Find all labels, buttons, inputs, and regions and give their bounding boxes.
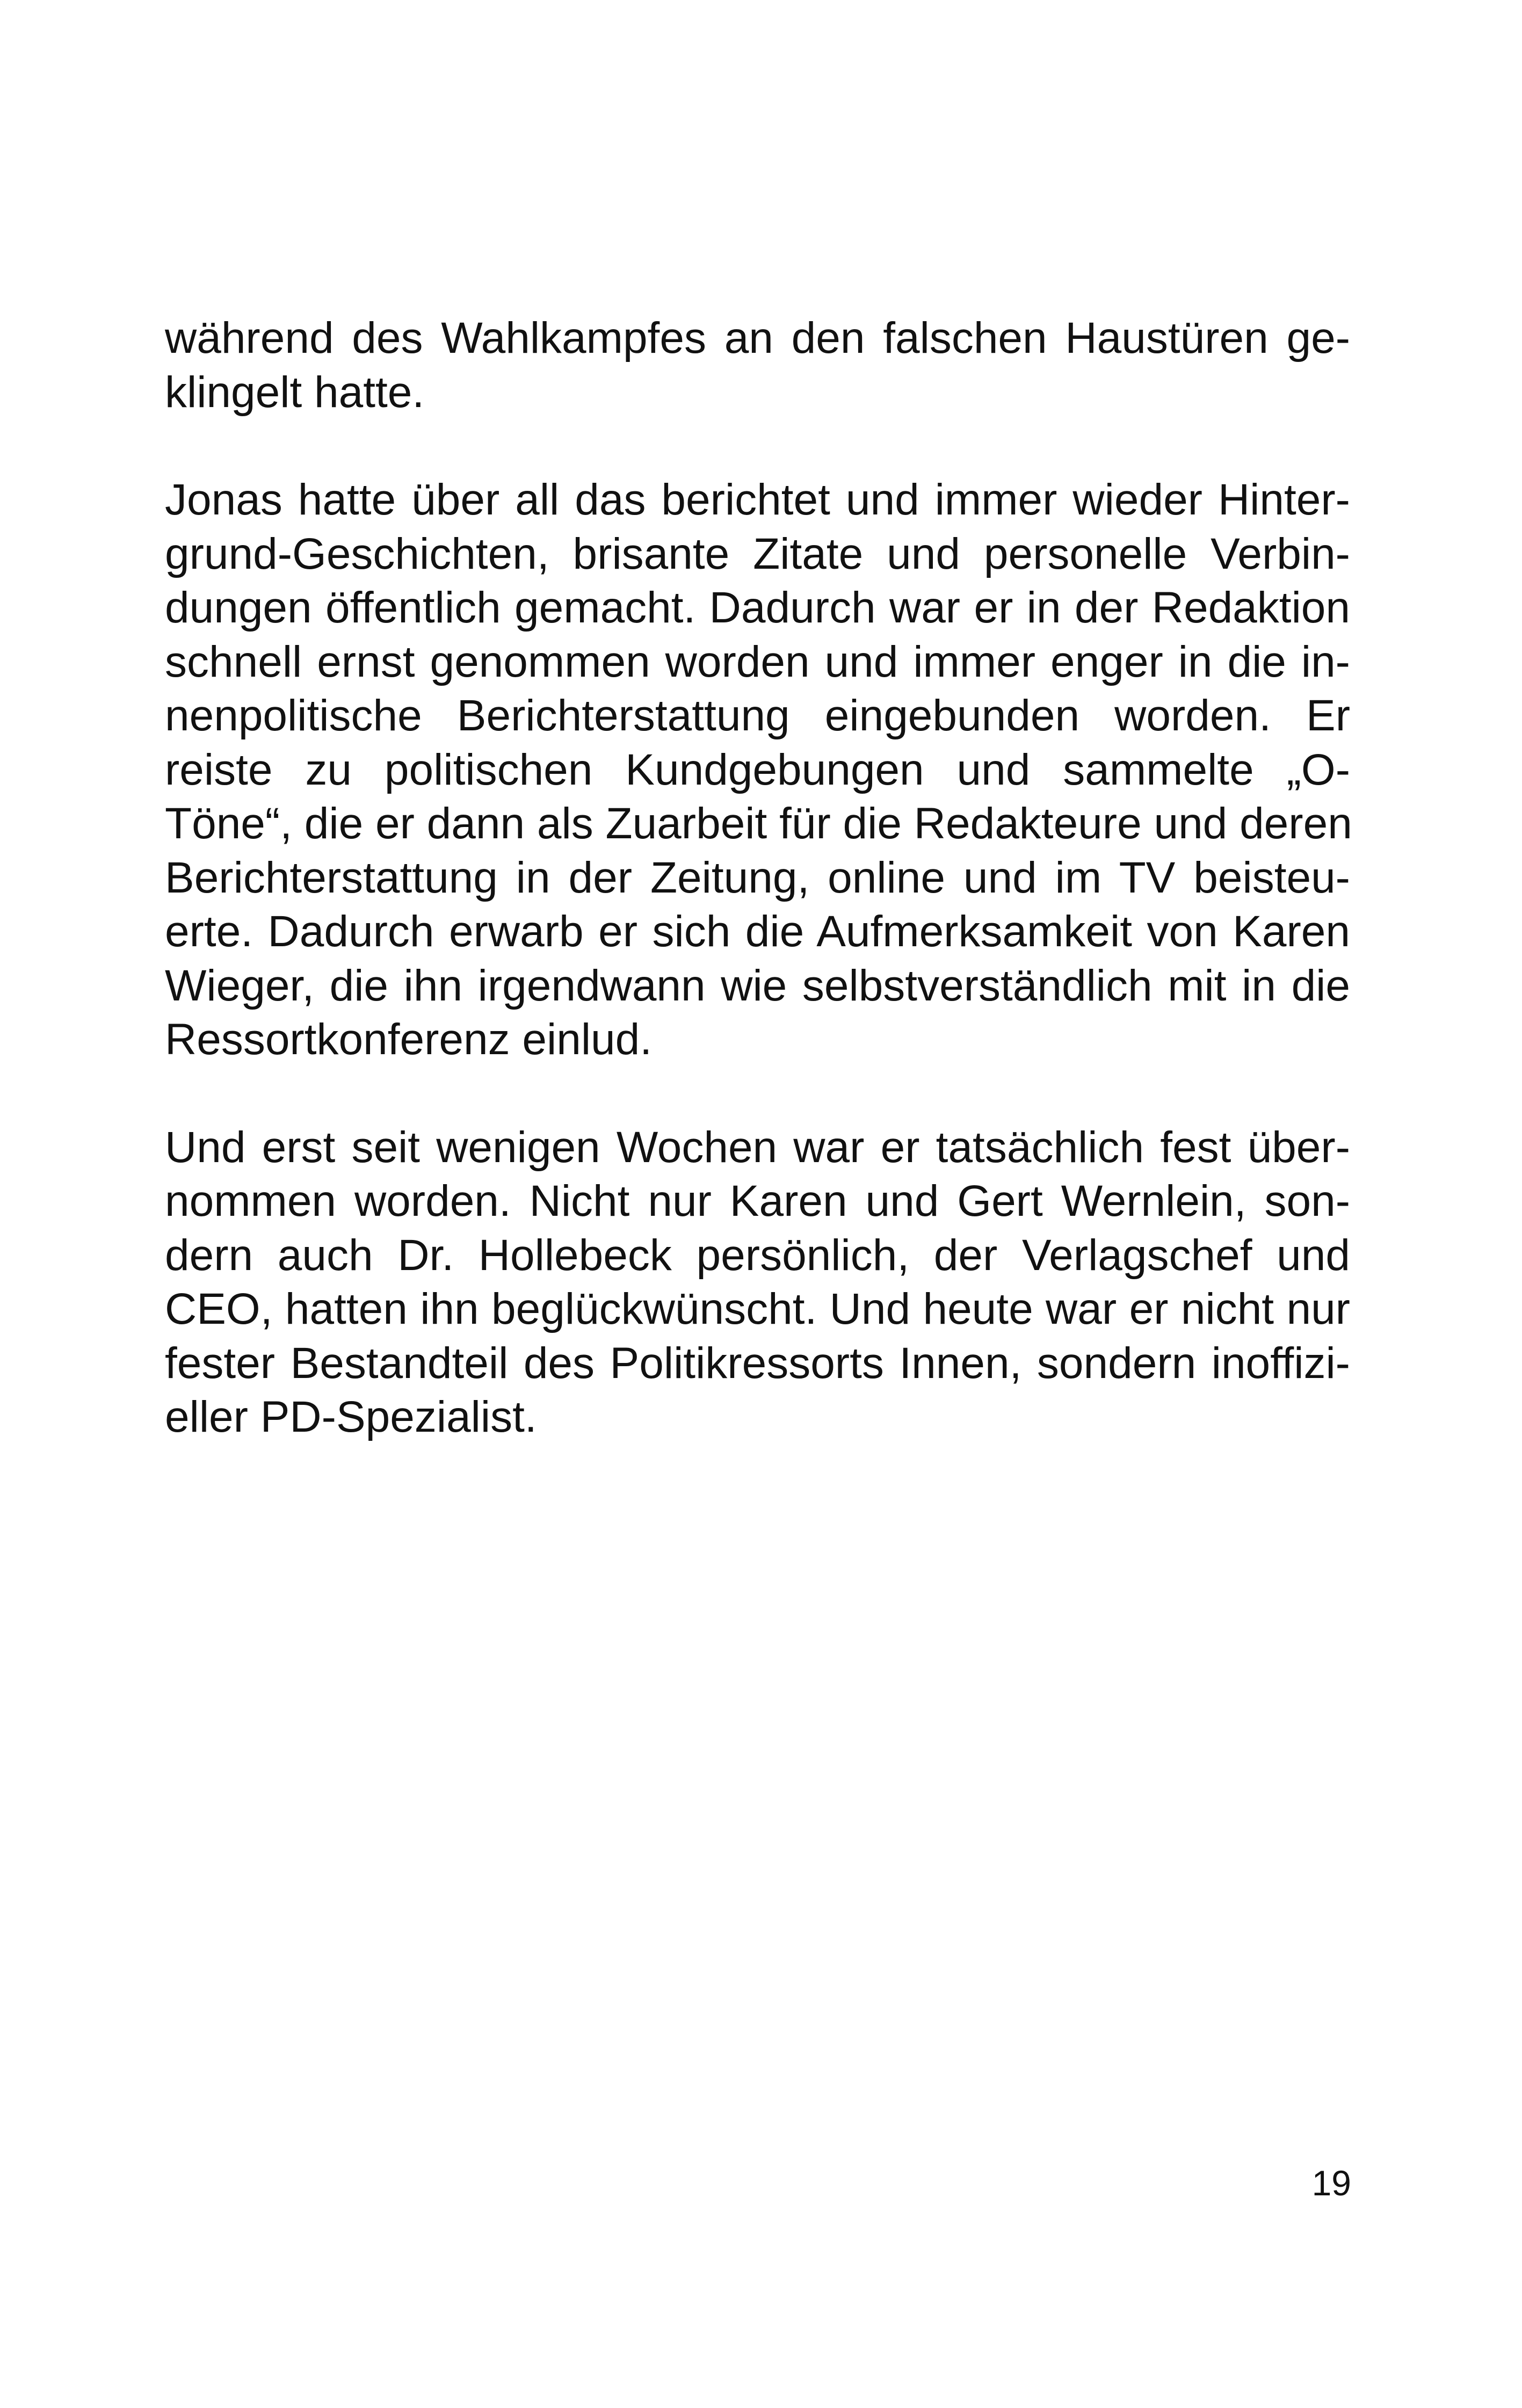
paragraph xyxy=(165,473,1350,1067)
text-line: während des Wahlkampfes an den falschen Haustüren ge- xyxy=(165,314,1350,362)
paragraph xyxy=(165,1121,1350,1445)
text-line: fester Bestandteil des Politikressorts Innen, sondern inoffizi- xyxy=(165,1338,1350,1388)
text-line: Töne“, die er dann als Zuarbeit für die Redakteure und deren xyxy=(165,799,1352,848)
text-line: nenpolitische Berichterstattung eingebunden worden. Er xyxy=(165,691,1350,740)
paragraph-gap xyxy=(165,1067,1350,1121)
text-line: schnell ernst genommen worden und immer enger in die in- xyxy=(165,637,1350,686)
page-number: 19 xyxy=(1311,2163,1351,2203)
text-line: Jonas hatte über all das berichtet und immer wieder Hinter- xyxy=(165,475,1350,524)
text-line: nommen worden. Nicht nur Karen und Gert Wernlein, son- xyxy=(165,1177,1350,1225)
text-line: Ressortkonferenz einlud. xyxy=(165,1015,653,1064)
paragraph-gap xyxy=(165,419,1350,473)
text-line: dungen öffentlich gemacht. Dadurch war er in der Redaktion xyxy=(165,583,1350,632)
text-line: dern auch Dr. Hollebeck persönlich, der Verlagschef und xyxy=(165,1230,1350,1280)
paragraph xyxy=(165,311,1350,419)
text-line: klingelt hatte. xyxy=(165,367,425,417)
body-text xyxy=(165,311,1350,1445)
text-line: Berichterstattung in der Zeitung, online und im TV beisteu- xyxy=(165,853,1350,902)
text-line: reiste zu politischen Kundgebungen und sammelte „O- xyxy=(165,745,1350,794)
text-line: Wieger, die ihn irgendwann wie selbstverständlich mit in die xyxy=(165,961,1350,1010)
text-line: eller PD-Spezialist. xyxy=(165,1392,537,1441)
text-line: CEO, hatten ihn beglückwünscht. Und heute war er nicht nur xyxy=(165,1285,1350,1333)
text-line: erte. Dadurch erwarb er sich die Aufmerksamkeit von Karen xyxy=(165,907,1350,956)
text-line: grund-Geschichten, brisante Zitate und personelle Verbin- xyxy=(165,529,1350,578)
text-line: Und erst seit wenigen Wochen war er tatsächlich fest über- xyxy=(165,1122,1350,1172)
